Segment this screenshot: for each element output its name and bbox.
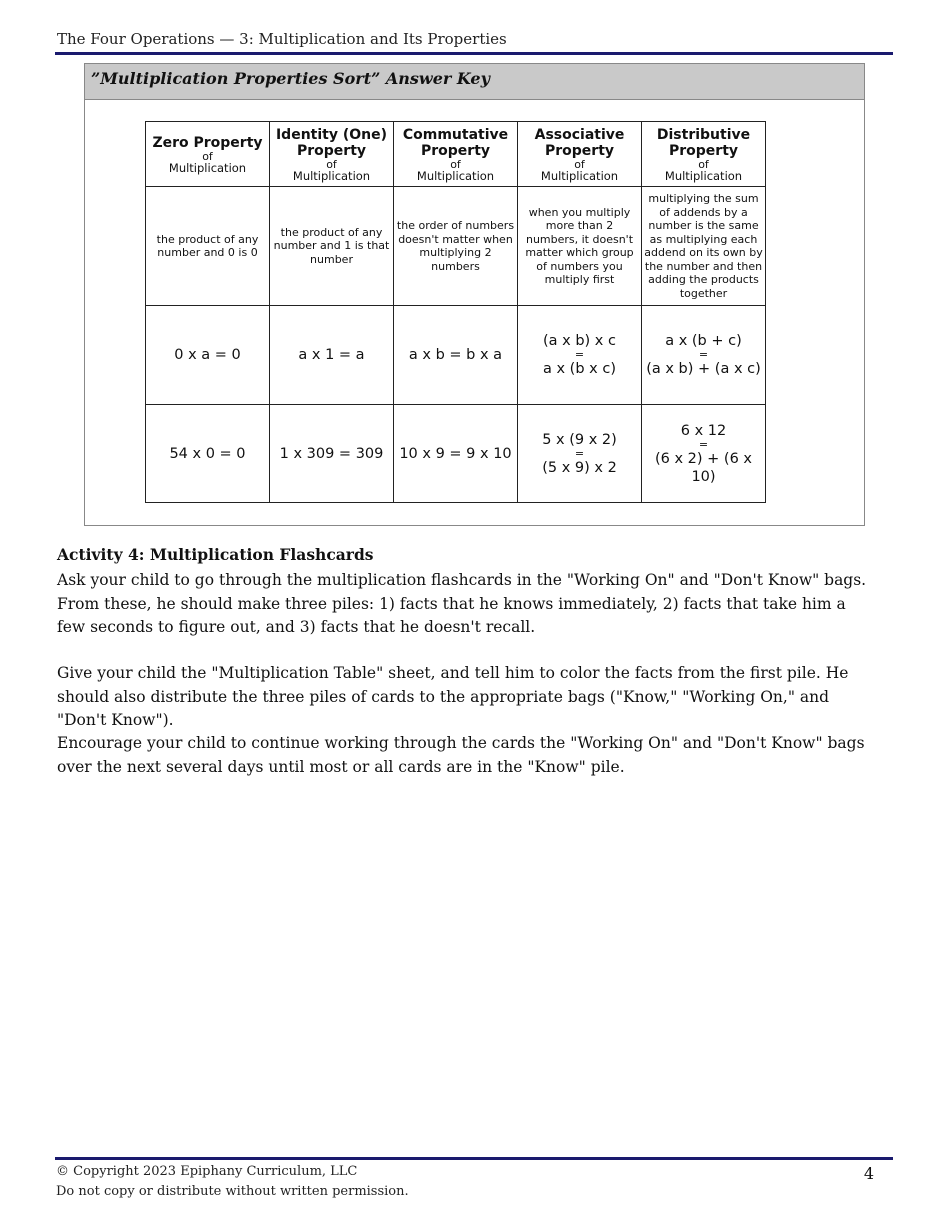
answer-key-title: ”Multiplication Properties Sort” Answer Key <box>85 64 864 100</box>
properties-table <box>145 121 766 503</box>
example-cell: 1 x 309 = 309 <box>270 405 394 503</box>
header-rule <box>55 52 893 55</box>
footer-notice: Do not copy or distribute without written permission. <box>56 1184 409 1199</box>
footer-rule <box>55 1157 893 1160</box>
header-cell-zero: Zero Property of Multiplication <box>146 122 270 187</box>
page-header-title: The Four Operations — 3: Multiplication and Its Properties <box>57 30 507 48</box>
header-cell-associative: Associative Property of Multiplication <box>518 122 642 187</box>
activity-heading: Activity 4: Multiplication Flashcards <box>57 545 374 564</box>
activity-paragraph: Ask your child to go through the multiplication flashcards in the "Working On" and "Don't Know" bags. From these, he should make three piles: 1) facts that he knows immediately, 2) facts that take him a few seconds to figure out, and 3) facts that he doesn't recall. <box>57 571 867 636</box>
definition-cell: when you multiply more than 2 numbers, it doesn't matter which group of numbers you multiply first <box>518 187 642 306</box>
activity-paragraph: Encourage your child to continue working through the cards the "Working On" and "Don't Know" bags over the next several days until most or all cards are in the "Know" pile. <box>57 734 865 776</box>
definition-cell: multiplying the sum of addends by a number is the same as multiplying each addend on its own by the number and then adding the products together <box>642 187 766 306</box>
footer-copyright: © Copyright 2023 Epiphany Curriculum, LLC <box>56 1164 358 1179</box>
definition-cell: the order of numbers doesn't matter when multiplying 2 numbers <box>394 187 518 306</box>
algebra-cell: a x b = b x a <box>394 306 518 405</box>
header-cell-distributive: Distributive Property of Multiplication <box>642 122 766 187</box>
example-cell: 10 x 9 = 9 x 10 <box>394 405 518 503</box>
algebra-row <box>146 306 766 405</box>
example-row <box>146 405 766 503</box>
algebra-cell: a x 1 = a <box>270 306 394 405</box>
table-header-row <box>146 122 766 187</box>
page-number: 4 <box>863 1164 874 1183</box>
algebra-cell: 0 x a = 0 <box>146 306 270 405</box>
header-cell-commutative: Commutative Property of Multiplication <box>394 122 518 187</box>
header-cell-identity: Identity (One) Property of Multiplication <box>270 122 394 187</box>
algebra-cell: (a x b) x c = a x (b x c) <box>518 306 642 405</box>
example-cell: 6 x 12 = (6 x 2) + (6 x 10) <box>642 405 766 503</box>
definition-cell: the product of any number and 0 is 0 <box>146 187 270 306</box>
algebra-cell: a x (b + c) = (a x b) + (a x c) <box>642 306 766 405</box>
example-cell: 54 x 0 = 0 <box>146 405 270 503</box>
example-cell: 5 x (9 x 2) = (5 x 9) x 2 <box>518 405 642 503</box>
definition-row <box>146 187 766 306</box>
definition-cell: the product of any number and 1 is that number <box>270 187 394 306</box>
activity-paragraph: Give your child the "Multiplication Table" sheet, and tell him to color the facts from the first pile. He should also distribute the three piles of cards to the appropriate bags ("Know," "Working On," and "Don't Know"). <box>57 664 849 729</box>
answer-key-box <box>84 63 865 526</box>
